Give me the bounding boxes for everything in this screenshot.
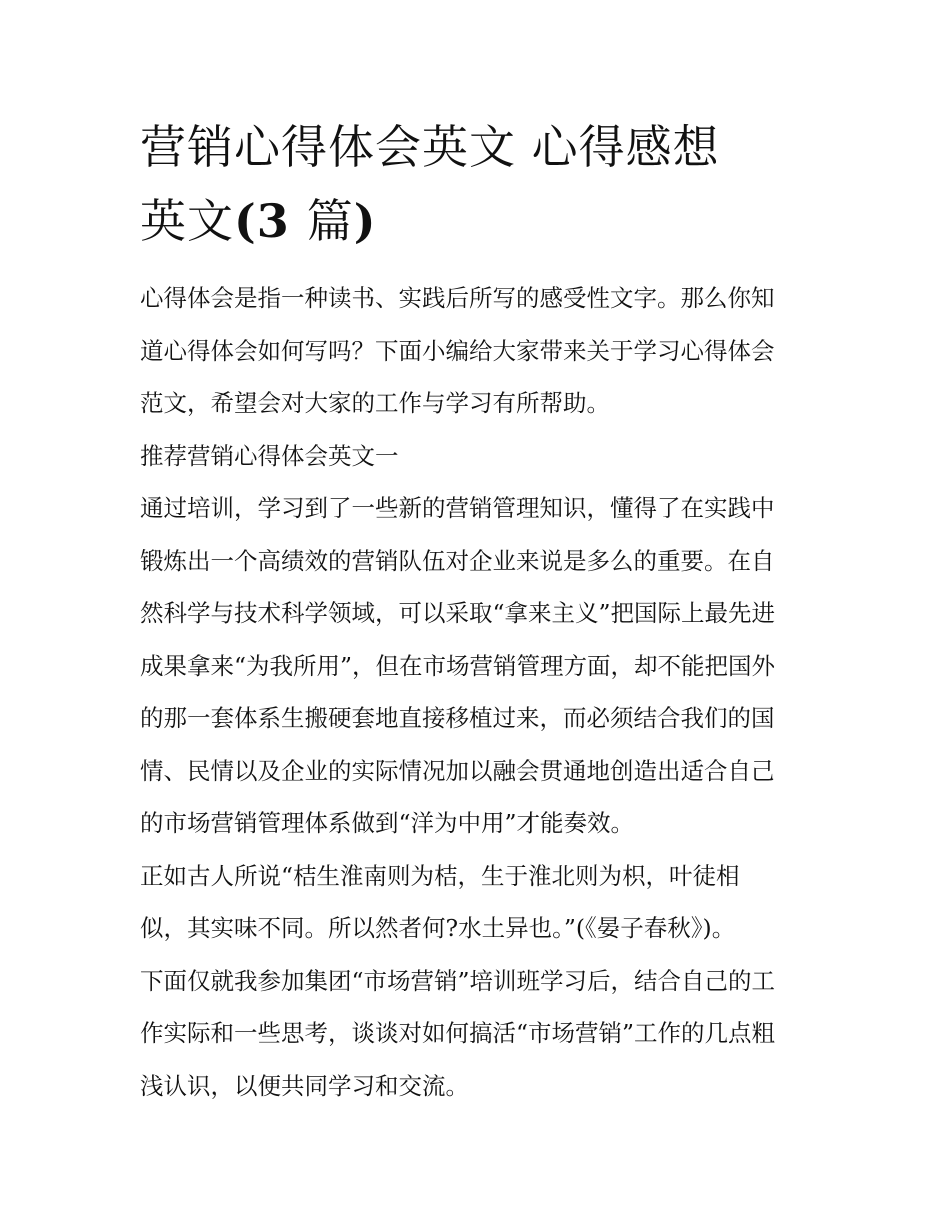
body-line-5: 通过培训，学习到了一些新的营销管理知识，懂得了在实践中 <box>140 494 775 522</box>
body-line-15: 作实际和一些思考，谈谈对如何搞活“市场营销”工作的几点粗 <box>140 1019 776 1047</box>
body-line-10: 情、民情以及企业的实际情况加以融会贯通地创造出适合自己 <box>140 756 775 785</box>
body-line-12: 正如古人所说“桔生淮南则为桔，生于淮北则为枳，叶徒相 <box>140 861 740 890</box>
body-line-8: 成果拿来“为我所用”，但在市场营销管理方面，却不能把国外 <box>140 651 776 680</box>
body-line-2: 道心得体会如何写吗？下面小编给大家带来关于学习心得体会 <box>140 336 775 365</box>
title-line-2-unit: 篇 <box>306 194 354 248</box>
body-line-9: 的那一套体系生搬硬套地直接移植过来，而必须结合我们的国 <box>140 704 775 732</box>
body-line-3: 范文，希望会对大家的工作与学习有所帮助。 <box>140 389 610 417</box>
title-line-1: 营销心得体会英文 心得感想 <box>140 120 720 174</box>
body-line-16: 浅认识，以便共同学习和交流。 <box>140 1071 469 1100</box>
body-line-1: 心得体会是指一种读书、实践后所写的感受性文字。那么你知 <box>140 284 775 312</box>
body-line-13: 似，其实味不同。所以然者何?水土异也。”(《晏子春秋》)。 <box>140 914 736 942</box>
document-title <box>140 110 820 258</box>
body-line-7: 然科学与技术科学领域，可以采取“拿来主义”把国际上最先进 <box>140 599 776 627</box>
title-line-2-prefix: 英文 <box>140 194 234 248</box>
document-body <box>140 272 812 1112</box>
title-line-2-count: (3 <box>234 194 307 248</box>
body-line-14: 下面仅就我参加集团“市场营销”培训班学习后，结合自己的工 <box>140 966 776 995</box>
body-line-11: 的市场营销管理体系做到“洋为中用”才能奏效。 <box>140 809 635 837</box>
title-line-2-close: ) <box>353 194 377 248</box>
body-line-6: 锻炼出一个高绩效的营销队伍对企业来说是多么的重要。在自 <box>140 546 775 575</box>
section-heading: 推荐营销心得体会英文一 <box>140 441 399 470</box>
